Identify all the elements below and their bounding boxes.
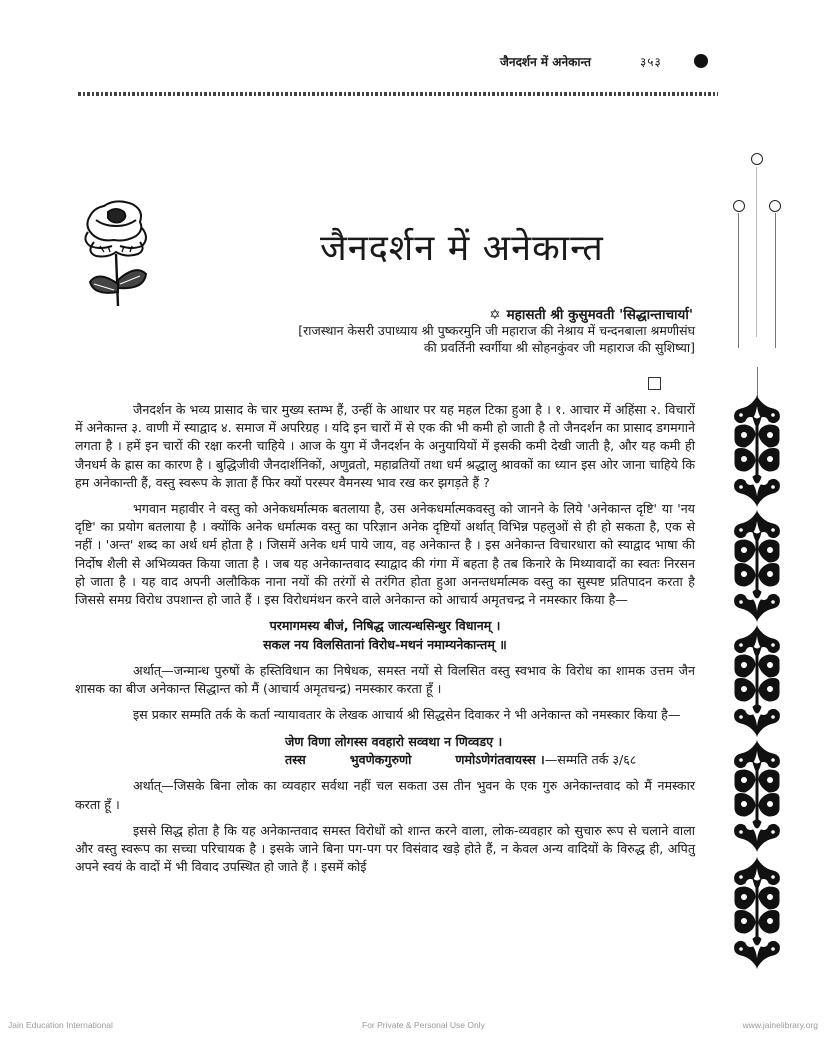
header-divider <box>78 92 718 96</box>
verse-word: तस्स <box>285 752 306 768</box>
article-body <box>75 401 695 884</box>
affiliation-line-2: की प्रवर्तिनी स्वर्गीया श्री सोहनकुंवर जी महाराज की सुशिष्या] <box>423 340 695 355</box>
author-line <box>489 305 693 323</box>
verse-siddhasena <box>225 733 695 770</box>
ornament-column <box>725 145 789 975</box>
paragraph-4: इस प्रकार सम्मति तर्क के कर्ता न्यायावतार के लेखक आचार्य श्री सिद्धसेन दिवाकर ने भी अनेकान्त को नमस्कार किया है— <box>133 707 681 723</box>
paragraph-5: अर्थात्—जिसके बिना लोक का व्यवहार सर्वथा नहीं चल सकता उस तीन भुवन के एक गुरु अनेकान्तवाद को मैं नमस्कार करता हूँ । <box>75 778 695 812</box>
floral-motif-icon <box>731 395 783 507</box>
verse-word: णमोऽणेगंतवायस्स । <box>455 752 545 768</box>
star-icon: ✡ <box>489 307 501 323</box>
verse-line <box>285 751 695 769</box>
verse-citation: —सम्मति तर्क ३/६८ <box>544 752 637 768</box>
verse-amritchandra <box>75 617 695 654</box>
verse-word: भुवणेकगुरुणो <box>349 752 412 768</box>
footer-website-link[interactable]: www.jainelibrary.org <box>742 1020 818 1030</box>
thread-line <box>775 213 776 348</box>
article-title: जैनदर्शन में अनेकान्त <box>320 228 604 269</box>
page-number: ३५३ <box>640 55 662 69</box>
paragraph-2: भगवान महावीर ने वस्तु को अनेकधर्मात्मक बतलाया है, उस अनेकधर्मात्मकवस्तु को जानने के लिये 'अनेकान्त दृष्टि' या 'नय दृष्टि' का प्रयोग बतलाया है । क्योंकि अनेक धर्मात्मक वस्तु का परिज्ञान अनेक दृष्टियों अर्थात् विभिन्न पहलुओं से ही हो सकता है, एक से नहीं । 'अन्त' शब्द का अर्थ धर्म होता है । जिसमें अनेक धर्म पाये जाय, वह अनेकान्त है । इस अनेकान्त विचारधारा को स्याद्वाद भाषा की निर्दोष शैली से अभिव्यक्त किया जाता है । जब यह अनेकान्तवाद स्याद्वाद की गंगा में बहता है तब किनारे के मिथ्यावादों का स्वतः निरसन हो जाता है । यह वाद अपनी अलौकिक नाना नयों की तरंगों से तरंगित होता हुआ अनन्तधर्मात्मक वस्तु का सुस्पष्ट प्रतिपादन करता है जिससे समग्र विरोध उपशान्त हो जाते हैं । इस विरोधमंथन करने वाले अनेकान्त को आचार्य अमृतचन्द्र ने नमस्कार किया है— <box>75 501 695 608</box>
thread-line <box>756 167 757 337</box>
floral-motif-icon <box>731 740 783 852</box>
verse-line: परमागमस्य बीजं, निषिद्ध जात्यन्धसिन्धुर विधानम् । <box>269 618 501 634</box>
section-marker-square-icon <box>648 377 661 390</box>
verse-line: जेण विणा लोगस्स ववहारो सव्वथा न णिव्वडए । <box>285 733 503 749</box>
rose-illustration-icon <box>74 196 158 308</box>
floral-motif-icon <box>731 510 783 622</box>
affiliation-line-1: [राजस्थान केसरी उपाध्याय श्री पुष्करमुनि जी महाराज की नेश्राय में चन्दनबाला श्रमणीसंघ <box>298 323 695 338</box>
thread-line <box>757 367 758 397</box>
bullet-dot-icon <box>694 54 708 68</box>
footer-usage-notice: For Private & Personal Use Only <box>362 1020 485 1030</box>
running-header-title: जैनदर्शन में अनेकान्त <box>500 55 591 69</box>
thread-line <box>738 213 739 348</box>
floral-motif-icon <box>731 857 783 969</box>
paragraph-6: इससे सिद्ध होता है कि यह अनेकान्तवाद समस्त विरोधों को शान्त करने वाला, लोक-व्यवहार को सुचारु रूप से चलाने वाला और वस्तु स्वरूप का सच्चा परिचायक है । इसके जाने बिना पग-पग पर विसंवाद खड़े होते हैं, न केवल अन्य वादियों के विरुद्ध ही, अपितु अपने स्वयं के वादों में भी विवाद उपस्थित हो जाते हैं । इसमें कोई <box>75 822 695 875</box>
floral-motif-icon <box>731 625 783 737</box>
ring-ornament-icon <box>769 200 781 212</box>
verse-line: सकल नय विलसितानां विरोध-मथनं नमाम्यनेकान्तम् ॥ <box>263 636 507 652</box>
paragraph-3: अर्थात्—जन्मान्ध पुरुषों के हस्तिविधान का निषेधक, समस्त नयों से विलसित वस्तु स्वभाव के विरोध का शामक उत्तम जैन शासक का बीज अनेकान्त सिद्धान्त को मैं (आचार्य अमृतचन्द्र) नमस्कार करता हूँ । <box>75 663 695 697</box>
author-affiliation <box>298 322 695 356</box>
author-name: महासती श्री कुसुमवती 'सिद्धान्ताचार्या' <box>506 307 693 323</box>
ring-ornament-icon <box>751 153 763 165</box>
ring-ornament-icon <box>733 200 745 212</box>
footer-publisher: Jain Education International <box>8 1020 113 1030</box>
paragraph-1: जैनदर्शन के भव्य प्रासाद के चार मुख्य स्तम्भ हैं, उन्हीं के आधार पर यह महल टिका हुआ है । १. आचार में अहिंसा २. विचारों में अनेकान्त ३. वाणी में स्याद्वाद ४. समाज में अपरिग्रह । यदि इन चारों में से एक की भी कमी हो जाती है तो जैनदर्शन का प्रासाद डगमगाने लगता है । हमें इन चारों की रक्षा करनी चाहिये । आज के युग में जैनदर्शन के अनुयायियों में इसकी कमी देखी जाती है, और यह कमी ही जैनधर्म के ह्रास का कारण है । बुद्धिजीवी जैनदार्शनिकों, अणुव्रतो, महाव्रतियों तथा धर्म श्रद्धालु श्रावकों का ध्यान इस ओर जाना चाहिये कि हम अनेकान्ती हैं, वस्तु स्वरूप के ज्ञाता हैं फिर क्यों परस्पर वैमनस्य भाव रख कर झगड़ते हैं ? <box>75 402 695 490</box>
